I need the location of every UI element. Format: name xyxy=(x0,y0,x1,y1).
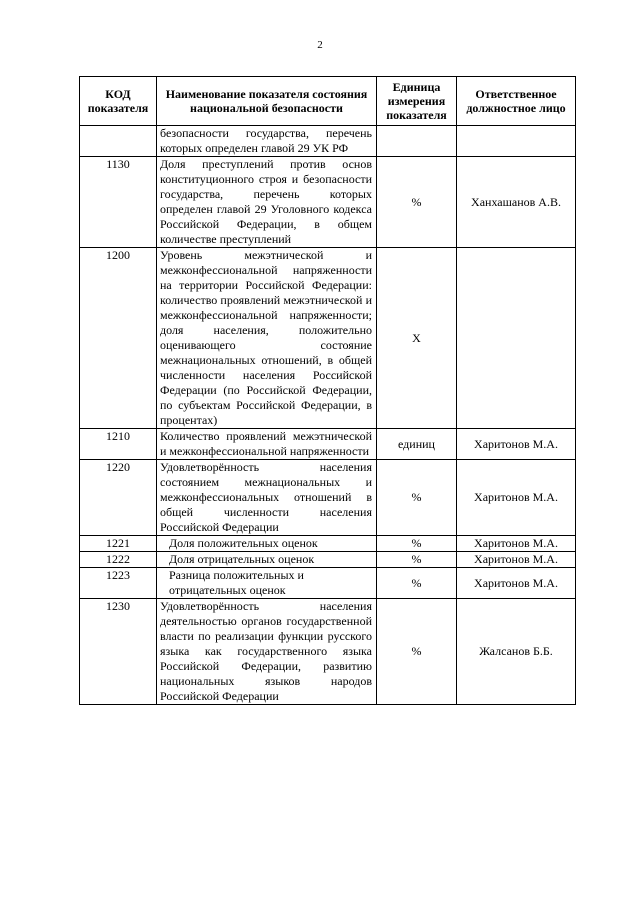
page-number: 2 xyxy=(317,39,323,51)
row-unit: % xyxy=(377,157,457,248)
table-row xyxy=(80,126,576,157)
table-row xyxy=(80,460,576,536)
row-code: 1130 xyxy=(80,157,157,248)
row-person: Харитонов М.А. xyxy=(457,568,576,599)
row-person: Жалсанов Б.Б. xyxy=(457,599,576,705)
header-code: КОД показателя xyxy=(80,77,157,126)
row-name: Удовлетворённость населения состоянием межнациональных и межконфессиональных отношений в общей численности населения Российской Федерации xyxy=(157,460,377,536)
row-name: Количество проявлений межэтнической и межконфессиональной напряженности xyxy=(157,429,377,460)
row-person: Харитонов М.А. xyxy=(457,536,576,552)
row-unit: единиц xyxy=(377,429,457,460)
row-name: Разница положительных и отрицательных оценок xyxy=(157,568,377,599)
row-unit: % xyxy=(377,536,457,552)
row-unit: % xyxy=(377,460,457,536)
table-row xyxy=(80,552,576,568)
row-person: Харитонов М.А. xyxy=(457,552,576,568)
table-row xyxy=(80,599,576,705)
table-row xyxy=(80,568,576,599)
indicators-table xyxy=(79,76,576,705)
row-unit: % xyxy=(377,568,457,599)
row-code: 1200 xyxy=(80,248,157,429)
row-code: 1210 xyxy=(80,429,157,460)
row-name: Уровень межэтнической и межконфессиональной напряженности на территории Российской Федерации: количество проявлений межэтнической и межконфессиональной напряженности; доля населения, положительно оценивающего состояние межнациональных отношений, в общей численности населения Российской Федерации (по Российской Федерации, по субъектам Российской Федерации, в процентах) xyxy=(157,248,377,429)
row-name: Доля отрицательных оценок xyxy=(157,552,377,568)
row-code: 1221 xyxy=(80,536,157,552)
row-code: 1223 xyxy=(80,568,157,599)
row-name: Удовлетворённость населения деятельностью органов государственной власти по реализации функции русского языка как государственного языка Российской Федерации, развитию национальных языков народов Российской Федерации xyxy=(157,599,377,705)
table-row xyxy=(80,157,576,248)
row-person xyxy=(457,248,576,429)
row-unit: X xyxy=(377,248,457,429)
header-unit: Единица измерения показателя xyxy=(377,77,457,126)
row-person: Ханхашанов А.В. xyxy=(457,157,576,248)
header-name: Наименование показателя состояния национальной безопасности xyxy=(157,77,377,126)
row-unit xyxy=(377,126,457,157)
row-name: безопасности государства, перечень которых определен главой 29 УК РФ xyxy=(157,126,377,157)
table-header-row xyxy=(80,77,576,126)
row-name: Доля положительных оценок xyxy=(157,536,377,552)
row-person: Харитонов М.А. xyxy=(457,429,576,460)
row-code xyxy=(80,126,157,157)
row-person: Харитонов М.А. xyxy=(457,460,576,536)
header-person: Ответственное должностное лицо xyxy=(457,77,576,126)
row-code: 1220 xyxy=(80,460,157,536)
row-person xyxy=(457,126,576,157)
table-row xyxy=(80,429,576,460)
row-code: 1230 xyxy=(80,599,157,705)
table-row xyxy=(80,536,576,552)
row-name: Доля преступлений против основ конституционного строя и безопасности государства, перечень которых определен главой 29 Уголовного кодекса Российской Федерации, в общем количестве преступлений xyxy=(157,157,377,248)
row-unit: % xyxy=(377,552,457,568)
row-code: 1222 xyxy=(80,552,157,568)
table-row xyxy=(80,248,576,429)
row-unit: % xyxy=(377,599,457,705)
